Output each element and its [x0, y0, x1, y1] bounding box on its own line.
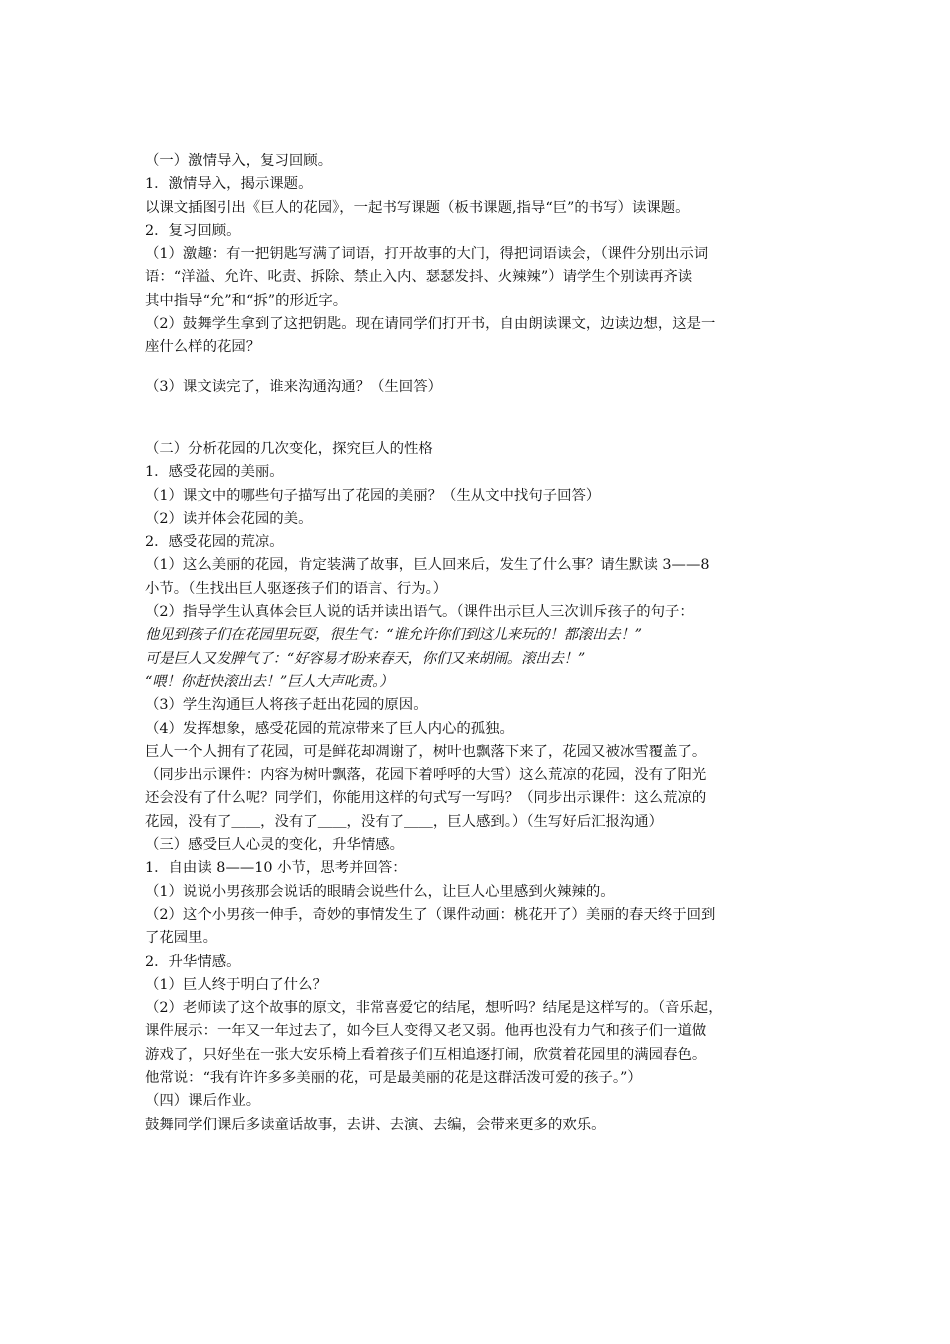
text-line: （1）巨人终于明白了什么？ — [145, 976, 327, 993]
text-line: 小节。（生找出巨人驱逐孩子们的语言、行为。） — [145, 580, 448, 597]
text-line: 座什么样的花园？ — [145, 339, 261, 356]
text-line: （3）课文读完了，谁来沟通沟通？（生回答） — [145, 378, 442, 395]
text-line: 了花园里。 — [145, 930, 217, 947]
text-line: （1）激趣：有一把钥匙写满了词语，打开故事的大门，得把词语读会，（课件分别出示词 — [145, 246, 709, 263]
text-line: （2）老师读了这个故事的原文，非常喜爱它的结尾，想听吗？结尾是这样写的。（音乐起， — [145, 1000, 723, 1017]
text-line: 2．升华情感。 — [145, 953, 241, 970]
text-line: （2）读并体会花园的美。 — [145, 510, 313, 527]
text-line: 1．感受花园的美丽。 — [145, 464, 284, 481]
text-line: 1．激情导入，揭示课题。 — [145, 176, 313, 193]
quote-line: 可是巨人又发脾气了：“好容易才盼来春天，你们又来胡闹。滚出去！” — [145, 650, 586, 667]
text-line: （1）课文中的哪些句子描写出了花园的美丽？（生从文中找句子回答） — [145, 487, 601, 504]
section-heading-1: （一）激情导入，复习回顾。 — [145, 153, 333, 169]
quote-line: 他见到孩子们在花园里玩耍，很生气：“谁允许你们到这儿来玩的！都滚出去！” — [145, 627, 642, 644]
text-line: 他常说：“我有许许多多美丽的花，可是最美丽的花是这群活泼可爱的孩子。”） — [145, 1069, 642, 1086]
text-line: 语：“洋溢、允许、叱责、拆除、禁止入内、瑟瑟发抖、火辣辣”）请学生个别读再齐读 — [145, 269, 693, 286]
quote-line: “喂！你赶快滚出去！”巨人大声叱责。） — [145, 673, 394, 690]
text-line: （1）说说小男孩那会说话的眼睛会说些什么，让巨人心里感到火辣辣的。 — [145, 883, 615, 900]
text-line: （3）学生沟通巨人将孩子赶出花园的原因。 — [145, 697, 428, 714]
document-page — [145, 150, 810, 1137]
text-line: 鼓舞同学们课后多读童话故事，去讲、去演、去编，会带来更多的欢乐。 — [145, 1116, 606, 1133]
text-line: 2．复习回顾。 — [145, 222, 241, 239]
text-line: （4）发挥想象，感受花园的荒凉带来了巨人内心的孤独。 — [145, 720, 514, 737]
text-line: 游戏了，只好坐在一张大安乐椅上看着孩子们互相追逐打闹，欣赏着花园里的满园春色。 — [145, 1046, 707, 1063]
text-line: （2）指导学生认真体会巨人说的话并读出语气。（课件出示巨人三次训斥孩子的句子： — [145, 604, 694, 621]
text-line: 其中指导“允”和“拆”的形近字。 — [145, 292, 348, 309]
text-line: （1）这么美丽的花园，肯定装满了故事，巨人回来后，发生了什么事？请生默读 3——8 — [145, 557, 710, 574]
text-line: 以课文插图引出《巨人的花园》，一起书写课题（板书课题,指导“巨”的书写）读课题。 — [145, 199, 690, 216]
text-line: 课件展示：一年又一年过去了，如今巨人变得又老又弱。他再也没有力气和孩子们一道做 — [145, 1023, 707, 1040]
text-line: 2．感受花园的荒凉。 — [145, 534, 284, 551]
text-line: 花园，没有了＿＿，没有了＿＿，没有了＿＿，巨人感到。）（生写好后汇报沟通） — [145, 813, 664, 830]
text-line: 还会没有了什么呢？同学们，你能用这样的句式写一写吗？（同步出示课件：这么荒凉的 — [145, 790, 707, 807]
text-line: （2）这个小男孩一伸手，奇妙的事情发生了（课件动画：桃花开了）美丽的春天终于回到 — [145, 906, 716, 923]
section-heading-4: （四）课后作业。 — [145, 1093, 261, 1110]
section-heading-2: （二）分析花园的几次变化，探究巨人的性格 — [145, 440, 433, 457]
text-line: 1．自由读 8——10 小节，思考并回答： — [145, 860, 407, 877]
section-heading-3: （三）感受巨人心灵的变化，升华情感。 — [145, 837, 405, 854]
spacer — [145, 360, 810, 376]
text-line: （2）鼓舞学生拿到了这把钥匙。现在请同学们打开书，自由朗读课文，边读边想，这是一 — [145, 316, 716, 333]
spacer — [145, 399, 810, 438]
text-line: （同步出示课件：内容为树叶飘落，花园下着呼呼的大雪）这么荒凉的花园，没有了阳光 — [145, 767, 707, 784]
text-line: 巨人一个人拥有了花园，可是鲜花却凋谢了，树叶也飘落下来了，花园又被冰雪覆盖了。 — [145, 743, 707, 760]
